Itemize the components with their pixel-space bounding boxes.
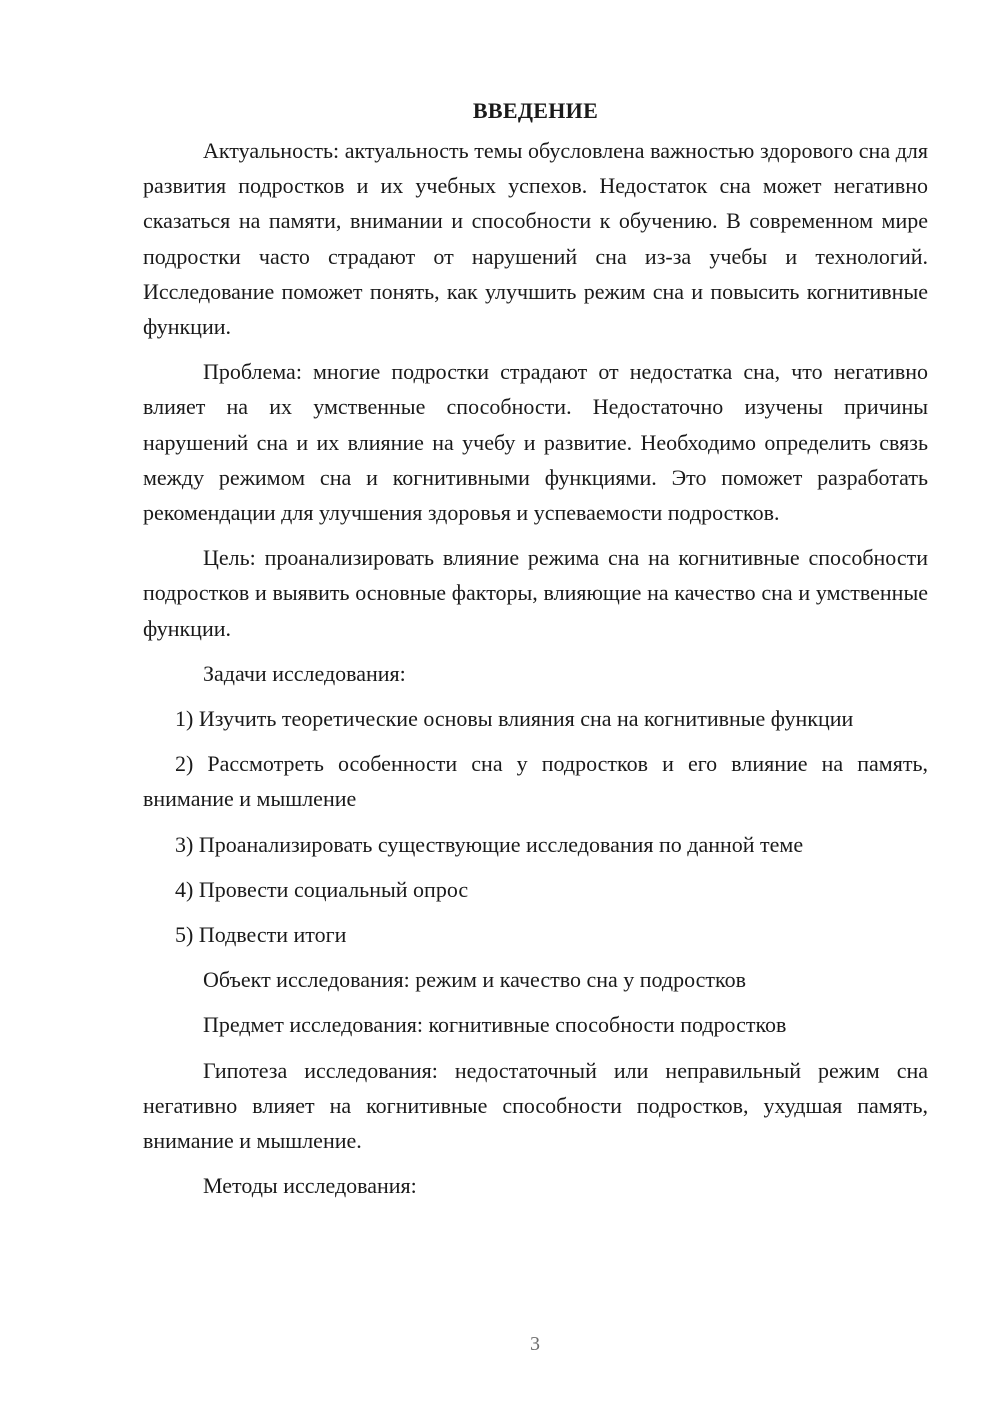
tasks-heading: Задачи исследования: [203,660,406,686]
task-item-1: 1) Изучить теоретические основы влияния сна на когнитивные функции [175,706,854,732]
page-number: 3 [530,1333,540,1355]
task-item-2: 2) Рассмотреть особенности сна у подростков и его влияние на память, внимание и мышление [143,751,928,812]
task-item-3: 3) Проанализировать существующие исследования по данной теме [175,831,804,857]
research-subject: Предмет исследования: когнитивные способности подростков [203,1012,787,1038]
problem-paragraph: Проблема: многие подростки страдают от недостатка сна, что негативно влияет на их умственные способности. Недостаточно изучены причины нарушений сна и их влияние на учебу и развитие. Необходимо определить связь между режимом сна и когнитивными функциями. Это поможет разработать рекомендации для улучшения здоровья и успеваемости подростков. [143,359,928,526]
task-item-4: 4) Провести социальный опрос [175,876,469,902]
relevance-paragraph: Актуальность: актуальность темы обусловлена важностью здорового сна для развития подростков и их учебных успехов. Недостаток сна может негативно сказаться на памяти, внимании и способности к обучению. В современном мире подростки часто страдают от нарушений сна из-за учебы и технологий. Исследование поможет понять, как улучшить режим сна и повысить когнитивные функции. [143,138,928,340]
methods-heading: Методы исследования: [203,1173,417,1199]
task-item-5: 5) Подвести итоги [175,922,347,948]
section-title: ВВЕДЕНИЕ [472,98,599,123]
research-object: Объект исследования: режим и качество сна у подростков [203,967,746,993]
research-hypothesis: Гипотеза исследования: недостаточный или неправильный режим сна негативно влияет на когнитивные способности подростков, ухудшая память, внимание и мышление. [143,1057,928,1154]
goal-paragraph: Цель: проанализировать влияние режима сна на когнитивные способности подростков и выявить основные факторы, влияющие на качество сна и умственные функции. [143,545,928,641]
document-page [143,96,928,1213]
